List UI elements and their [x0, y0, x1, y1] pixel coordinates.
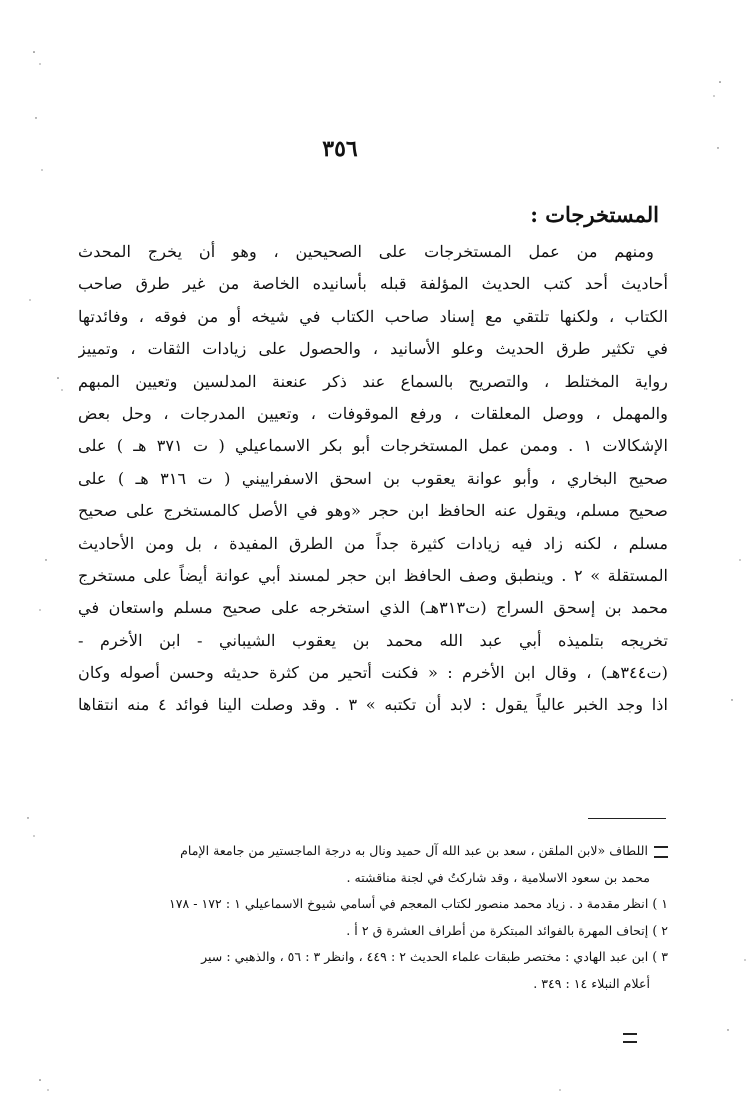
footnote-line: محمد بن سعود الاسلامية ، وقد شاركتُ في لجنة مناقشته .: [346, 869, 650, 885]
main-text: [78, 236, 668, 722]
text-line: في تكثير طرق الحديث وعلو الأسانيد ، والحصول على زيادات الثقات ، وتمييز: [78, 339, 668, 359]
page-number: ٣٥٦: [322, 136, 358, 162]
text-line: محمد بن إسحق السراج (ت٣١٣هـ) الذي استخرجه على صحيح مسلم واستعان في: [78, 598, 668, 618]
text-line: الكتاب ، ولكنها تلتقي مع إسناد صاحب الكتاب في شيخه أو من فوقه ، وفائدتها: [78, 306, 668, 326]
footnotes: [96, 838, 668, 997]
equals-mark-icon: [623, 1033, 637, 1043]
footnote-line: [96, 838, 668, 865]
footnote-line: ١ ) انظر مقدمة د . زياد محمد منصور لكتاب المعجم في أسامي شيوخ الاسماعيلي ١ : ١٧٢ - ١٧٨: [168, 896, 668, 911]
text-line: اذا وجد الخبر عالياً يقول : لابد أن تكتبه » ٣ . وقد وصلت الينا فوائد ٤ منه انتقاها: [78, 695, 668, 715]
footnote-line: أعلام النبلاء ١٤ : ٣٤٩ .: [533, 975, 650, 991]
footnote-line: ٣ ) ابن عبد الهادي : مختصر طبقات علماء الحديث ٢ : ٤٤٩ ، وانظر ٣ : ٥٦ ، والذهبي : سير: [201, 949, 668, 964]
text-line: مسلم ، لكنه زاد فيه زيادات كثيرة جداً من الطرق المفيدة ، بل ومن الأحاديث: [78, 533, 668, 553]
footnote-text: اللطاف «لابن الملقن ، سعد بن عبد الله آل حميد ونال به درجة الماجستير من جامعة الإمام: [180, 843, 648, 858]
footnote-line: ٢ ) إتحاف المهرة بالفوائد المبتكرة من أطراف العشرة ق ٢ أ .: [346, 922, 668, 938]
text-line: ومنهم من عمل المستخرجات على الصحيحين ، وهو أن يخرج المحدث: [78, 242, 654, 261]
equals-mark-icon: [654, 846, 668, 858]
section-heading: المستخرجات :: [530, 202, 659, 227]
text-line: تخريجه بتلميذه أبي عبد الله محمد بن يعقوب الشيباني - ابن الأخرم -: [78, 630, 668, 650]
text-line: رواية المختلط ، والتصريح بالسماع عند ذكر عنعنة المدلسين وتعيين المبهم: [78, 371, 668, 391]
footnote-separator: [588, 818, 666, 819]
text-line: صحيح البخاري ، وأبو عوانة يعقوب بن اسحق الاسفراييني ( ت ٣١٦ هـ ) على: [78, 468, 668, 488]
text-line: أحاديث أحد كتب الحديث المؤلفة قبله بأسانيده الخاصة من غير طرق صاحب: [78, 274, 668, 294]
text-line: والمهمل ، ووصل المعلقات ، ورفع الموقوفات ، وتعيين المدرجات ، وحل بعض: [78, 403, 668, 423]
text-line: المستقلة » ٢ . وينطبق وصف الحافظ ابن حجر لمسند أبي عوانة أيضاً على مستخرج: [78, 565, 668, 585]
text-line: الإشكالات ١ . وممن عمل المستخرجات أبو بكر الاسماعيلي ( ت ٣٧١ هـ ) على: [78, 436, 668, 456]
text-line: (ت٣٤٤هـ) ، وقال ابن الأخرم : « فكنت أتحير من كثرة حديثه وحسن أصوله وكان: [78, 663, 668, 683]
text-line: صحيح مسلم، ويقول عنه الحافظ ابن حجر «وهو في الأصل كالمستخرج على صحيح: [78, 501, 668, 521]
